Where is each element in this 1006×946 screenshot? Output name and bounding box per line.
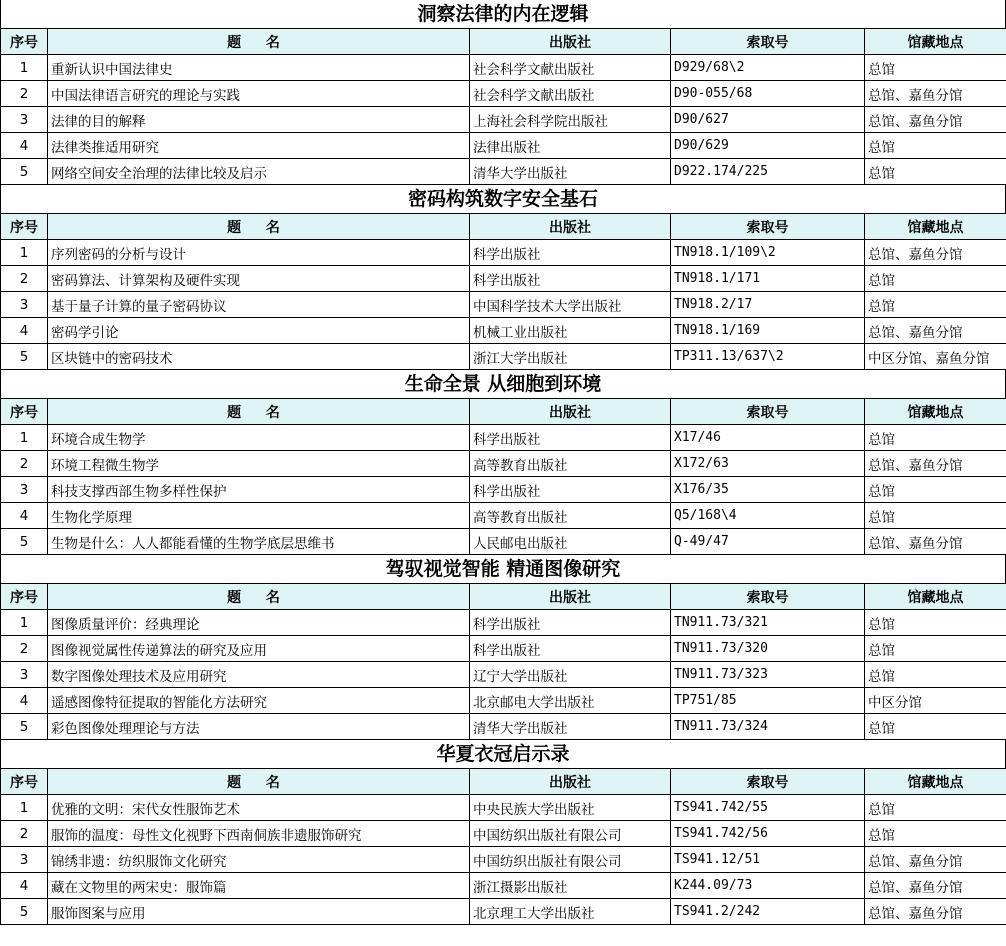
- book-title-cell: 优雅的文明：宋代女性服饰艺术: [48, 795, 470, 821]
- serial-number-cell: 5: [1, 529, 48, 555]
- call-number-header: 索取号: [671, 399, 865, 425]
- location-header: 馆藏地点: [865, 584, 1006, 610]
- serial-number-cell: 4: [1, 133, 48, 159]
- table-row: [1, 795, 1006, 821]
- table-row: [1, 266, 1006, 292]
- table-row: [1, 847, 1006, 873]
- serial-number-header: 序号: [1, 214, 48, 240]
- publisher-cell: 科学出版社: [470, 266, 671, 292]
- serial-number-cell: 3: [1, 292, 48, 318]
- book-section: [0, 0, 1006, 185]
- call-number-cell: TN911.73/321: [671, 610, 865, 636]
- serial-number-cell: 4: [1, 873, 48, 899]
- table-row: [1, 714, 1006, 740]
- serial-number-cell: 5: [1, 714, 48, 740]
- location-cell: 总馆: [865, 503, 1006, 529]
- book-title-cell: 遥感图像特征提取的智能化方法研究: [48, 688, 470, 714]
- serial-number-cell: 1: [1, 240, 48, 266]
- location-header: 馆藏地点: [865, 29, 1006, 55]
- call-number-cell: TN918.1/109\2: [671, 240, 865, 266]
- location-cell: 中区分馆: [865, 688, 1006, 714]
- table-header-row: [1, 399, 1006, 425]
- book-title-cell: 服饰的温度：母性文化视野下西南侗族非遗服饰研究: [48, 821, 470, 847]
- call-number-cell: TP751/85: [671, 688, 865, 714]
- location-header: 馆藏地点: [865, 769, 1006, 795]
- location-cell: 总馆: [865, 821, 1006, 847]
- book-title-cell: 法律的目的解释: [48, 107, 470, 133]
- location-cell: 中区分馆、嘉鱼分馆: [865, 344, 1006, 370]
- publisher-cell: 中央民族大学出版社: [470, 795, 671, 821]
- book-title-cell: 服饰图案与应用: [48, 899, 470, 925]
- book-table: [0, 583, 1006, 740]
- book-section: [0, 370, 1006, 555]
- book-title-cell: 锦绣非遗：纺织服饰文化研究: [48, 847, 470, 873]
- call-number-cell: TN911.73/323: [671, 662, 865, 688]
- publisher-cell: 高等教育出版社: [470, 451, 671, 477]
- table-header-row: [1, 29, 1006, 55]
- table-row: [1, 529, 1006, 555]
- call-number-cell: X17/46: [671, 425, 865, 451]
- section-title: 驾驭视觉智能 精通图像研究: [0, 555, 1006, 583]
- table-row: [1, 821, 1006, 847]
- location-cell: 总馆: [865, 610, 1006, 636]
- book-title-cell: 图像视觉属性传递算法的研究及应用: [48, 636, 470, 662]
- table-row: [1, 688, 1006, 714]
- publisher-cell: 中国科学技术大学出版社: [470, 292, 671, 318]
- book-title-header: 题 名: [48, 584, 470, 610]
- serial-number-cell: 2: [1, 821, 48, 847]
- call-number-cell: Q5/168\4: [671, 503, 865, 529]
- serial-number-header: 序号: [1, 399, 48, 425]
- table-row: [1, 477, 1006, 503]
- book-title-cell: 区块链中的密码技术: [48, 344, 470, 370]
- serial-number-cell: 3: [1, 107, 48, 133]
- table-row: [1, 451, 1006, 477]
- publisher-cell: 科学出版社: [470, 610, 671, 636]
- serial-number-cell: 2: [1, 81, 48, 107]
- publisher-cell: 浙江摄影出版社: [470, 873, 671, 899]
- publisher-cell: 中国纺织出版社有限公司: [470, 847, 671, 873]
- publisher-cell: 社会科学文献出版社: [470, 55, 671, 81]
- table-row: [1, 292, 1006, 318]
- call-number-cell: TN911.73/320: [671, 636, 865, 662]
- book-title-cell: 中国法律语言研究的理论与实践: [48, 81, 470, 107]
- section-title: 密码构筑数字安全基石: [0, 185, 1006, 213]
- serial-number-cell: 2: [1, 266, 48, 292]
- table-row: [1, 240, 1006, 266]
- location-cell: 总馆、嘉鱼分馆: [865, 529, 1006, 555]
- location-header: 馆藏地点: [865, 399, 1006, 425]
- table-row: [1, 318, 1006, 344]
- call-number-cell: K244.09/73: [671, 873, 865, 899]
- book-title-cell: 环境合成生物学: [48, 425, 470, 451]
- location-cell: 总馆、嘉鱼分馆: [865, 873, 1006, 899]
- publisher-header: 出版社: [470, 214, 671, 240]
- location-cell: 总馆、嘉鱼分馆: [865, 240, 1006, 266]
- location-cell: 总馆: [865, 55, 1006, 81]
- serial-number-cell: 2: [1, 451, 48, 477]
- section-title: 洞察法律的内在逻辑: [0, 0, 1006, 28]
- table-row: [1, 425, 1006, 451]
- publisher-cell: 机械工业出版社: [470, 318, 671, 344]
- book-title-cell: 序列密码的分析与设计: [48, 240, 470, 266]
- call-number-cell: TP311.13/637\2: [671, 344, 865, 370]
- call-number-cell: TN911.73/324: [671, 714, 865, 740]
- location-cell: 总馆: [865, 159, 1006, 185]
- serial-number-cell: 1: [1, 55, 48, 81]
- publisher-cell: 人民邮电出版社: [470, 529, 671, 555]
- book-table: [0, 213, 1006, 370]
- table-row: [1, 636, 1006, 662]
- call-number-cell: D90-055/68: [671, 81, 865, 107]
- table-row: [1, 81, 1006, 107]
- location-cell: 总馆: [865, 292, 1006, 318]
- call-number-cell: TS941.742/56: [671, 821, 865, 847]
- publisher-header: 出版社: [470, 769, 671, 795]
- book-section: [0, 185, 1006, 370]
- section-title: 华夏衣冠启示录: [0, 740, 1006, 768]
- table-row: [1, 107, 1006, 133]
- table-header-row: [1, 214, 1006, 240]
- book-title-cell: 生物化学原理: [48, 503, 470, 529]
- book-title-cell: 重新认识中国法律史: [48, 55, 470, 81]
- publisher-cell: 社会科学文献出版社: [470, 81, 671, 107]
- serial-number-cell: 4: [1, 318, 48, 344]
- serial-number-cell: 1: [1, 425, 48, 451]
- book-title-cell: 生物是什么：人人都能看懂的生物学底层思维书: [48, 529, 470, 555]
- book-title-cell: 环境工程微生物学: [48, 451, 470, 477]
- location-cell: 总馆: [865, 425, 1006, 451]
- serial-number-cell: 3: [1, 662, 48, 688]
- publisher-cell: 科学出版社: [470, 477, 671, 503]
- book-title-cell: 基于量子计算的量子密码协议: [48, 292, 470, 318]
- serial-number-header: 序号: [1, 769, 48, 795]
- location-cell: 总馆: [865, 477, 1006, 503]
- publisher-cell: 清华大学出版社: [470, 159, 671, 185]
- call-number-header: 索取号: [671, 214, 865, 240]
- serial-number-header: 序号: [1, 584, 48, 610]
- location-cell: 总馆、嘉鱼分馆: [865, 899, 1006, 925]
- publisher-header: 出版社: [470, 29, 671, 55]
- table-row: [1, 159, 1006, 185]
- book-title-cell: 数字图像处理技术及应用研究: [48, 662, 470, 688]
- location-cell: 总馆: [865, 662, 1006, 688]
- table-header-row: [1, 769, 1006, 795]
- publisher-cell: 科学出版社: [470, 240, 671, 266]
- book-title-cell: 图像质量评价：经典理论: [48, 610, 470, 636]
- location-cell: 总馆、嘉鱼分馆: [865, 107, 1006, 133]
- publisher-cell: 浙江大学出版社: [470, 344, 671, 370]
- location-cell: 总馆: [865, 266, 1006, 292]
- call-number-cell: D90/629: [671, 133, 865, 159]
- book-title-header: 题 名: [48, 214, 470, 240]
- book-table: [0, 398, 1006, 555]
- location-cell: 总馆、嘉鱼分馆: [865, 847, 1006, 873]
- publisher-cell: 法律出版社: [470, 133, 671, 159]
- table-row: [1, 55, 1006, 81]
- publisher-header: 出版社: [470, 584, 671, 610]
- location-cell: 总馆、嘉鱼分馆: [865, 451, 1006, 477]
- book-title-cell: 法律类推适用研究: [48, 133, 470, 159]
- book-title-cell: 密码学引论: [48, 318, 470, 344]
- table-row: [1, 899, 1006, 925]
- book-table: [0, 768, 1006, 925]
- call-number-cell: TS941.2/242: [671, 899, 865, 925]
- publisher-cell: 中国纺织出版社有限公司: [470, 821, 671, 847]
- call-number-cell: X176/35: [671, 477, 865, 503]
- book-title-cell: 藏在文物里的两宋史：服饰篇: [48, 873, 470, 899]
- book-table: [0, 28, 1006, 185]
- call-number-cell: D929/68\2: [671, 55, 865, 81]
- location-cell: 总馆: [865, 636, 1006, 662]
- call-number-cell: TN918.1/169: [671, 318, 865, 344]
- serial-number-cell: 4: [1, 688, 48, 714]
- publisher-cell: 上海社会科学院出版社: [470, 107, 671, 133]
- serial-number-cell: 4: [1, 503, 48, 529]
- location-cell: 总馆、嘉鱼分馆: [865, 81, 1006, 107]
- serial-number-cell: 3: [1, 847, 48, 873]
- table-row: [1, 610, 1006, 636]
- book-title-cell: 科技支撑西部生物多样性保护: [48, 477, 470, 503]
- call-number-cell: X172/63: [671, 451, 865, 477]
- publisher-cell: 辽宁大学出版社: [470, 662, 671, 688]
- call-number-cell: Q-49/47: [671, 529, 865, 555]
- table-row: [1, 662, 1006, 688]
- table-row: [1, 133, 1006, 159]
- table-row: [1, 873, 1006, 899]
- publisher-cell: 科学出版社: [470, 636, 671, 662]
- call-number-cell: TS941.742/55: [671, 795, 865, 821]
- book-section: [0, 740, 1006, 925]
- call-number-cell: TN918.1/171: [671, 266, 865, 292]
- table-header-row: [1, 584, 1006, 610]
- location-cell: 总馆: [865, 133, 1006, 159]
- book-title-cell: 密码算法、计算架构及硬件实现: [48, 266, 470, 292]
- serial-number-cell: 5: [1, 899, 48, 925]
- publisher-cell: 北京理工大学出版社: [470, 899, 671, 925]
- serial-number-cell: 3: [1, 477, 48, 503]
- publisher-cell: 科学出版社: [470, 425, 671, 451]
- publisher-cell: 清华大学出版社: [470, 714, 671, 740]
- serial-number-cell: 1: [1, 795, 48, 821]
- book-title-cell: 网络空间安全治理的法律比较及启示: [48, 159, 470, 185]
- serial-number-header: 序号: [1, 29, 48, 55]
- call-number-cell: TN918.2/17: [671, 292, 865, 318]
- book-title-header: 题 名: [48, 769, 470, 795]
- location-cell: 总馆: [865, 795, 1006, 821]
- call-number-header: 索取号: [671, 769, 865, 795]
- call-number-header: 索取号: [671, 29, 865, 55]
- section-title: 生命全景 从细胞到环境: [0, 370, 1006, 398]
- publisher-cell: 北京邮电大学出版社: [470, 688, 671, 714]
- serial-number-cell: 1: [1, 610, 48, 636]
- location-cell: 总馆: [865, 714, 1006, 740]
- location-cell: 总馆、嘉鱼分馆: [865, 318, 1006, 344]
- location-header: 馆藏地点: [865, 214, 1006, 240]
- book-title-cell: 彩色图像处理理论与方法: [48, 714, 470, 740]
- table-row: [1, 503, 1006, 529]
- table-row: [1, 344, 1006, 370]
- serial-number-cell: 5: [1, 159, 48, 185]
- serial-number-cell: 5: [1, 344, 48, 370]
- book-section: [0, 555, 1006, 740]
- book-title-header: 题 名: [48, 29, 470, 55]
- call-number-header: 索取号: [671, 584, 865, 610]
- book-title-header: 题 名: [48, 399, 470, 425]
- call-number-cell: TS941.12/51: [671, 847, 865, 873]
- publisher-cell: 高等教育出版社: [470, 503, 671, 529]
- serial-number-cell: 2: [1, 636, 48, 662]
- call-number-cell: D922.174/225: [671, 159, 865, 185]
- publisher-header: 出版社: [470, 399, 671, 425]
- call-number-cell: D90/627: [671, 107, 865, 133]
